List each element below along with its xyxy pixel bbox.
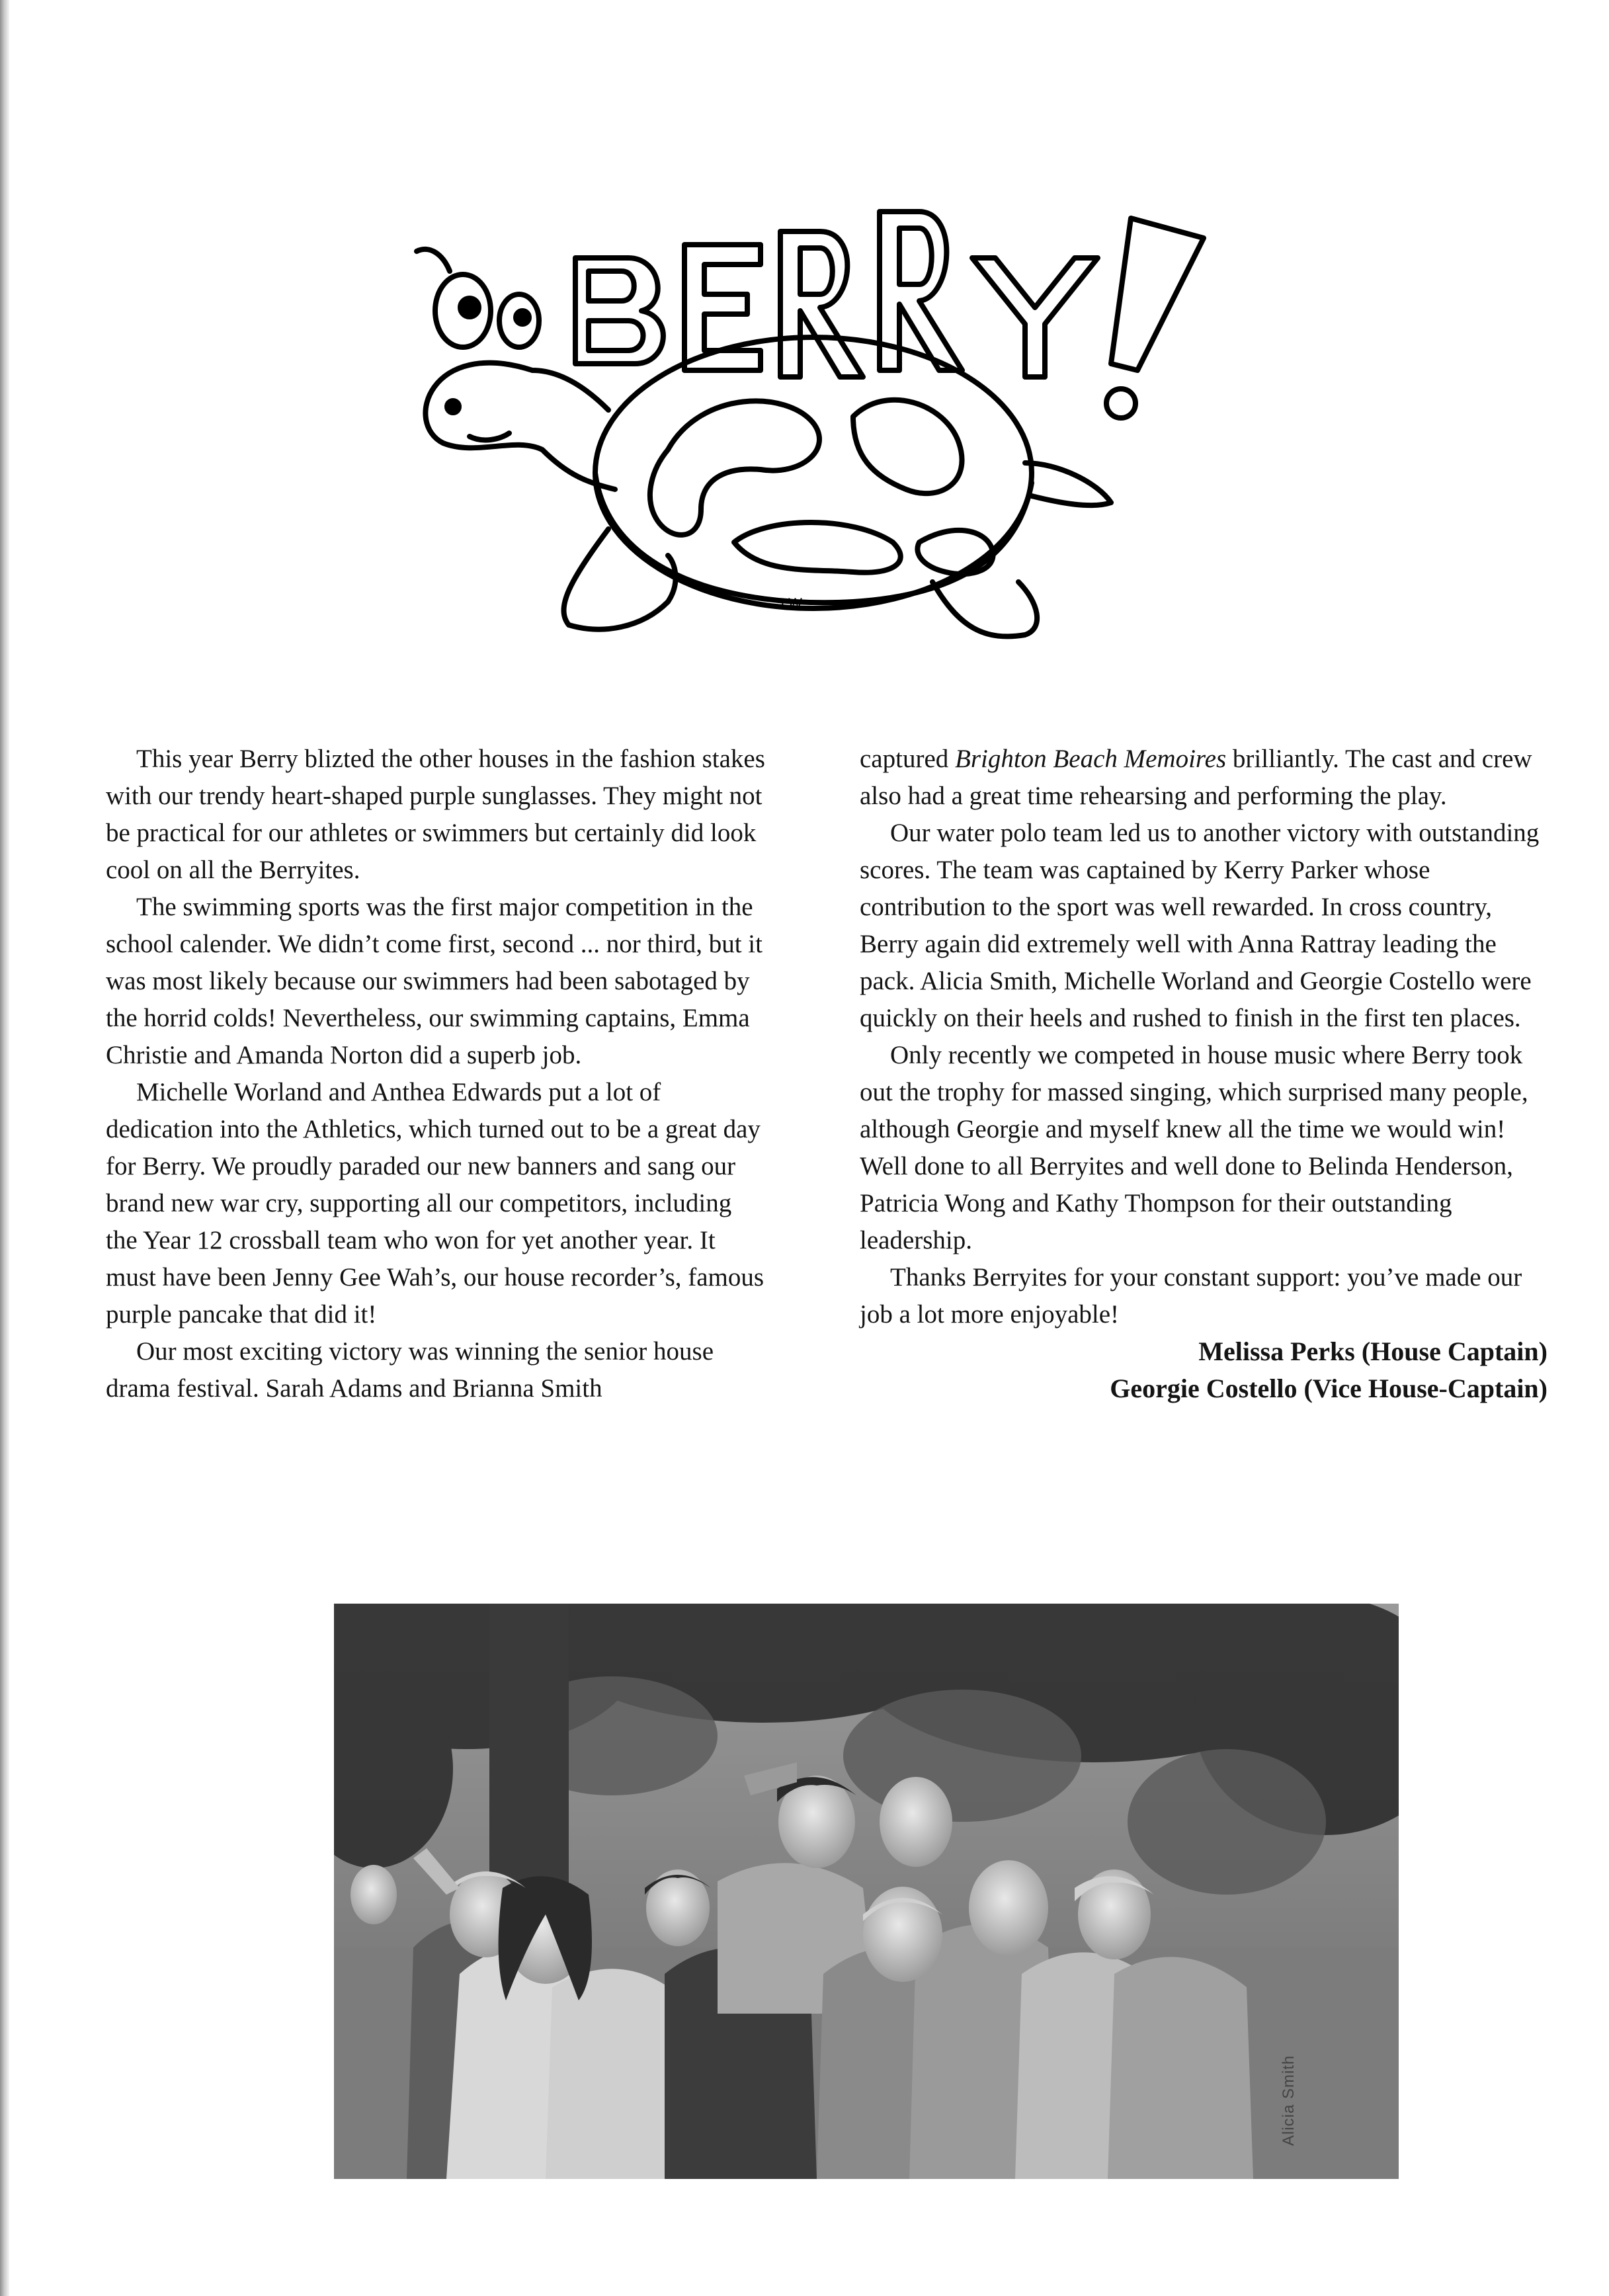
paragraph-athletics: Michelle Worland and Anthea Edwards put a lot of dedication into the Athletics, which turned out to be a great day for Berry. We proudly paraded our new banners and sang our brand new war cry, supporting all our competitors, including the Year 12 crossball team who won for yet another year. It must have been Jenny Gee Wah’s, our house recorder’s, famous purple pancake that did it!: [106, 1078, 764, 1329]
paragraph-drama: Our most exciting victory was winning the senior house drama festival. Sarah Adams and Brianna Smith: [106, 1337, 714, 1403]
drama-text-after: brilliantly. The cast and crew also had a great time rehearsing and performing the play.: [860, 745, 1532, 810]
paragraph-water-polo: Our water polo team led us to another victory with outstanding scores. The team was captained by Kerry Parker whose contribution to the sport was well rewarded. In cross country, Berry again did extremely well with Anna Rattray leading the pack. Alicia Smith, Michelle Worland and Georgie Costello were quickly on their heels and rushed to finish in the first ten places.: [860, 819, 1540, 1032]
group-photo: [334, 1604, 1399, 2179]
article-left-column: [106, 741, 767, 1407]
logo-initials: J.W: [777, 595, 802, 612]
paragraph-sunglasses: This year Berry blizted the other houses in the fashion stakes with our trendy heart-shaped purple sunglasses. They might not be practical for our athletes or swimmers but certainly did look cool on all the Berryites.: [106, 745, 765, 884]
page-binding-edge: [0, 0, 9, 2296]
drama-text-before: captured: [860, 745, 956, 773]
signature-vice-house-captain: Georgie Costello (Vice House-Captain): [1110, 1374, 1547, 1403]
photo-credit: Alicia Smith: [1280, 2055, 1298, 2146]
signature-house-captain: Melissa Perks (House Captain): [1198, 1336, 1547, 1366]
play-title: Brighton Beach Memoires: [955, 745, 1227, 773]
article-right-column: [860, 741, 1547, 1407]
paragraph-thanks: Thanks Berryites for your constant support: you’ve made our job a lot more enjoyable!: [860, 1263, 1522, 1329]
berry-tortoise-logo: [390, 172, 1250, 648]
paragraph-drama-continued: [860, 741, 1547, 815]
paragraph-house-music: Only recently we competed in house music where Berry took out the trophy for massed singing, which surprised many people, although Georgie and myself knew all the time we would win! Well done to all Berryites and well done to Belinda Henderson, Patricia Wong and Kathy Thompson for their outstanding leadership.: [860, 1041, 1528, 1254]
paragraph-swimming: The swimming sports was the first major competition in the school calender. We didn’t come first, second ... nor third, but it was most likely because our swimmers had been sabotaged by the horrid colds! Nevertheless, our swimming captains, Emma Christie and Amanda Norton did a superb job.: [106, 893, 763, 1069]
